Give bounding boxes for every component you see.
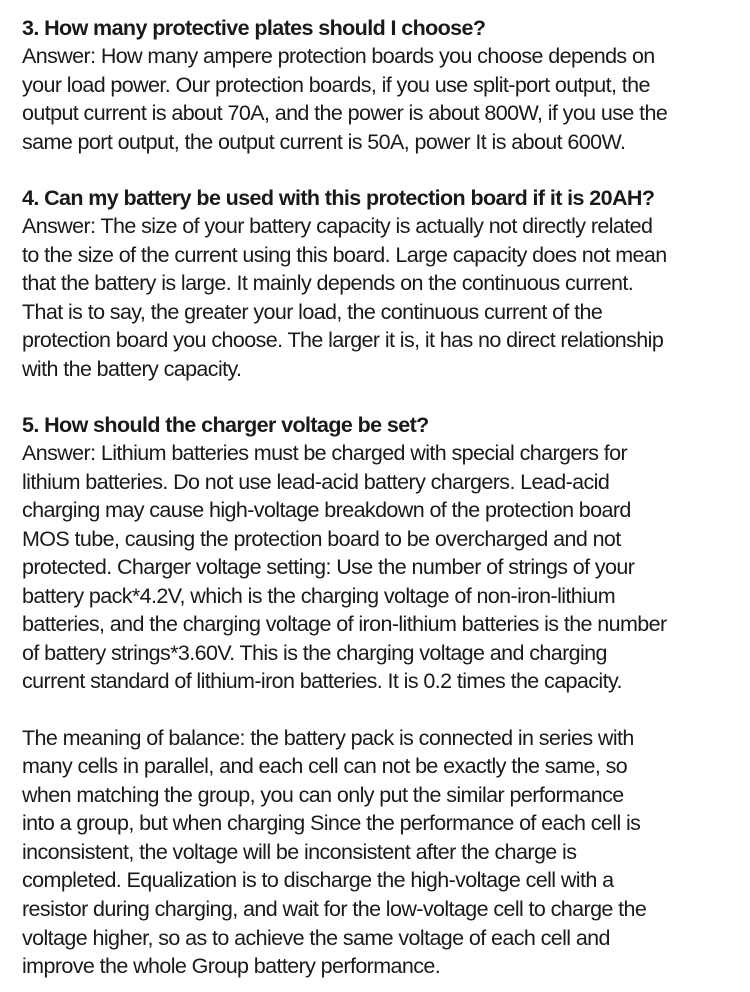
faq-section-4 — [22, 184, 746, 383]
answer-line: Answer: How many ampere protection boards you choose depends on — [22, 44, 655, 68]
answer-line: output current is about 70A, and the power is about 800W, if you use the — [22, 101, 668, 125]
faq-question: 3. How many protective plates should I choose? — [22, 16, 486, 40]
answer-line: of battery strings*3.60V. This is the charging voltage and charging — [22, 640, 607, 665]
answer-line: batteries, and the charging voltage of iron-lithium batteries is the number — [22, 612, 667, 636]
answer-line: current standard of lithium-iron batteries. It is 0.2 times the capacity. — [22, 669, 622, 693]
paragraph-line: The meaning of balance: the battery pack is connected in series with — [22, 725, 634, 750]
faq-question: 4. Can my battery be used with this protection board if it is 20AH? — [22, 186, 655, 210]
paragraph-line: inconsistent, the voltage will be inconsistent after the charge is — [22, 839, 577, 864]
paragraph-line: into a group, but when charging Since the performance of each cell is — [22, 811, 641, 836]
answer-line: to the size of the current using this board. Large capacity does not mean — [22, 242, 667, 267]
faq-answer — [22, 42, 746, 156]
faq-section-3 — [22, 14, 746, 156]
paragraph-line: completed. Equalization is to discharge the high-voltage cell with a — [22, 868, 614, 893]
paragraph-line: improve the whole Group battery performance. — [22, 954, 441, 979]
faq-section-5 — [22, 411, 746, 696]
faq-document — [22, 14, 746, 981]
answer-line: your load power. Our protection boards, if you use split-port output, the — [22, 72, 650, 97]
paragraph-line: when matching the group, you can only put the similar performance — [22, 782, 624, 807]
answer-line: That is to say, the greater your load, the continuous current of the — [22, 299, 603, 324]
answer-line: Answer: Lithium batteries must be charged with special chargers for — [22, 441, 628, 465]
answer-line: that the battery is large. It mainly depends on the continuous current. — [22, 271, 634, 295]
answer-line: charging may cause high-voltage breakdown of the protection board — [22, 498, 631, 522]
answer-line: battery pack*4.2V, which is the charging voltage of non-iron-lithium — [22, 583, 616, 608]
paragraph-line: resistor during charging, and wait for the low-voltage cell to charge the — [22, 897, 647, 922]
answer-line: protected. Charger voltage setting: Use the number of strings of your — [22, 555, 635, 579]
answer-line: Answer: The size of your battery capacity is actually not directly related — [22, 214, 653, 238]
answer-line: with the battery capacity. — [22, 356, 242, 381]
faq-answer — [22, 212, 746, 383]
balance-paragraph — [22, 724, 746, 981]
answer-line: same port output, the output current is 50A, power It is about 600W. — [22, 129, 626, 154]
faq-answer — [22, 439, 746, 696]
answer-line: MOS tube, causing the protection board to be overcharged and not — [22, 526, 621, 551]
paragraph-line: many cells in parallel, and each cell can not be exactly the same, so — [22, 754, 628, 779]
answer-line: lithium batteries. Do not use lead-acid battery chargers. Lead-acid — [22, 469, 610, 494]
answer-line: protection board you choose. The larger it is, it has no direct relationship — [22, 328, 664, 352]
paragraph-line: voltage higher, so as to achieve the same voltage of each cell and — [22, 925, 610, 950]
faq-question: 5. How should the charger voltage be set? — [22, 413, 429, 437]
